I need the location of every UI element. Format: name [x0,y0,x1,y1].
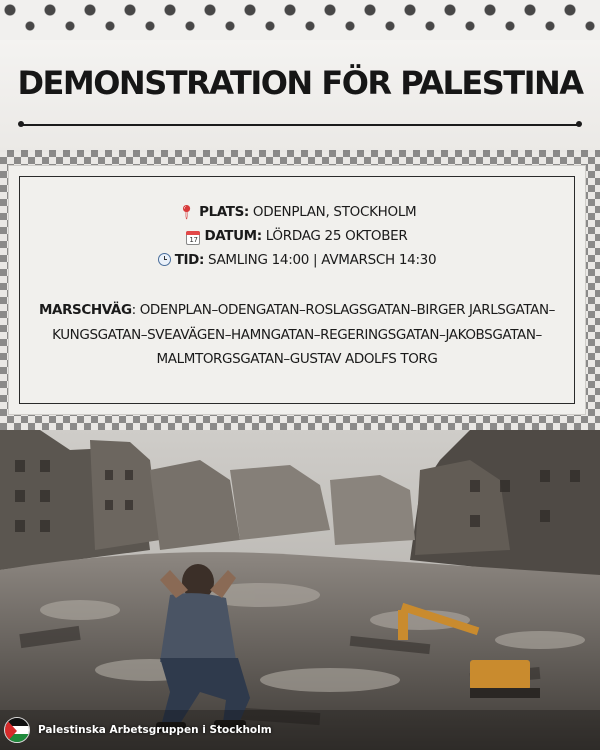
keffiyeh-pattern-top [0,0,600,40]
rubble-photo-illustration [0,430,600,750]
title-divider [20,124,580,126]
route-text [21,298,573,372]
route-value: : ODENPLAN–ODENGATAN–ROSLAGSGATAN–BIRGER JARLSGATAN–KUNGSGATAN–SVEAVÄGEN–HAMNGATAN–REGERINGSGATAN–JAKOBSGATAN–MALMTORGSGATAN–GUSTAV ADOLFS TORG [52,302,556,367]
organization-name: Palestinska Arbetsgruppen i Stockholm [38,724,272,736]
info-line-tid [11,252,583,268]
pin-icon: 📍︎ [177,205,196,221]
info-line-datum [11,228,583,245]
rubble-photo [0,430,600,750]
info-line-plats [11,204,583,221]
datum-label: DATUM: [204,228,262,244]
plats-value: ODENPLAN, STOCKHOLM [248,204,417,220]
clock-icon [158,253,171,266]
info-box [9,166,585,414]
plats-label: PLATS: [199,204,249,220]
footer [4,716,272,744]
calendar-icon: 17 [186,231,200,245]
tid-label: TID: [174,252,204,268]
tid-value: SAMLING 14:00 | AVMARSCH 14:30 [203,252,437,268]
page-title: DEMONSTRATION FÖR PALESTINA [17,64,583,102]
route-label: MARSCHVÄG [38,302,132,318]
datum-value: LÖRDAG 25 OKTOBER [261,228,408,244]
palestine-flag-icon [4,717,30,743]
